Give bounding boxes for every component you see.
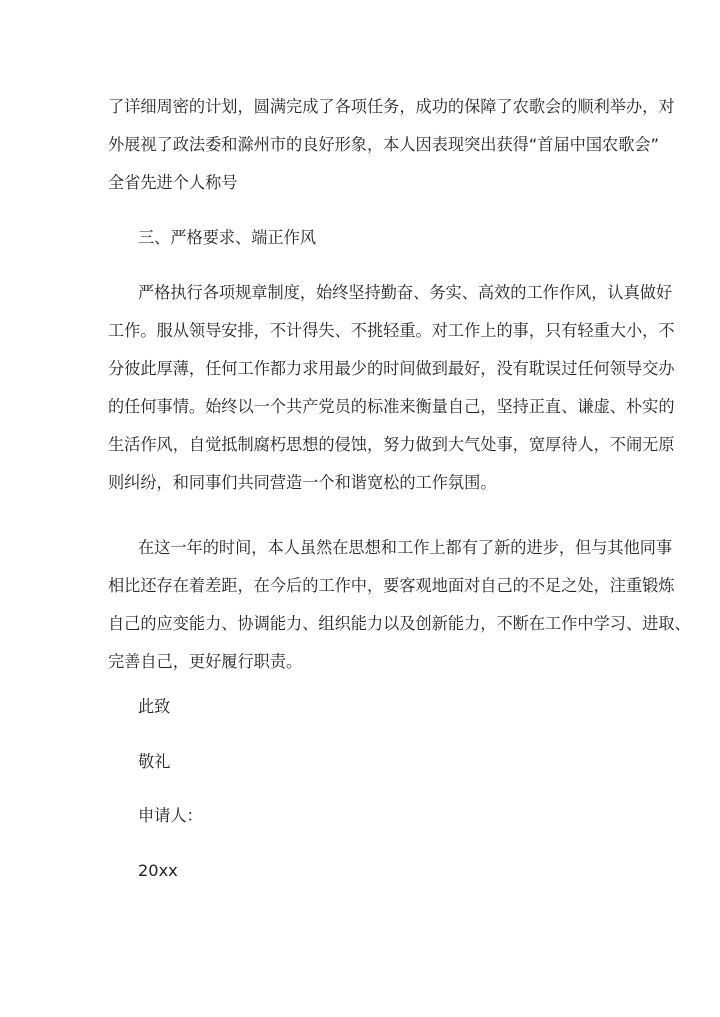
paragraph-line: 工作。服从领导安排，不计得失、不挑轻重。对工作上的事，只有轻重大小，不: [108, 321, 675, 340]
paragraph-line: 自己的应变能力、协调能力、组织能力以及创新能力，不断在工作中学习、进取、: [108, 614, 691, 633]
paragraph-line: 在这一年的时间，本人虽然在思想和工作上都有了新的进步，但与其他同事: [138, 538, 673, 557]
paragraph-line: 全省先进个人称号: [108, 173, 238, 192]
paragraph-line: 外展视了政法委和滁州市的良好形象，本人因表现突出获得“首届中国农歌会”: [108, 135, 659, 154]
paragraph-line: 生活作风，自觉抵制腐朽思想的侵蚀，努力做到大气处事，宽厚待人，不闹无原: [108, 435, 675, 454]
closing-regards: 敬礼: [138, 752, 171, 771]
paragraph-line: 的任何事情。始终以一个共产党员的标准来衡量自己，坚持正直、谦虚、朴实的: [108, 397, 675, 416]
paragraph-line: 了详细周密的计划，圆满完成了各项任务，成功的保障了农歌会的顺利举办，对: [108, 97, 675, 116]
applicant-label: 申请人：: [138, 806, 203, 825]
paragraph-line: 严格执行各项规章制度，始终坚持勤奋、务实、高效的工作作风，认真做好: [138, 283, 673, 302]
paragraph-line: 分彼此厚薄，任何工作都力求用最少的时间做到最好，没有耽误过任何领导交办: [108, 359, 675, 378]
paragraph-line: 完善自己，更好履行职责。: [108, 652, 303, 671]
paragraph-line: 相比还存在着差距，在今后的工作中，要客观地面对自己的不足之处，注重锻炼: [108, 576, 675, 595]
paragraph-line: 则纠纷，和同事们共同营造一个和谐宽松的工作氛围。: [108, 473, 497, 492]
date-text: 20xx: [138, 861, 178, 880]
closing-salutation: 此致: [138, 697, 171, 716]
section-heading: 三、严格要求、端正作风: [138, 228, 317, 247]
